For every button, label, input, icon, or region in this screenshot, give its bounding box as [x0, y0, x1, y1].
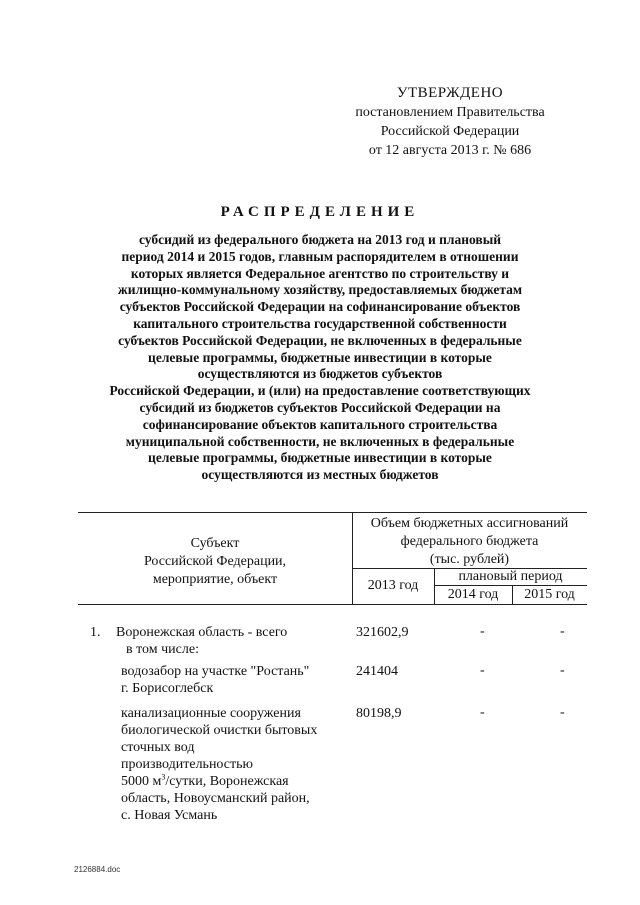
approval-line-2: Российской Федерации: [380, 124, 520, 139]
value-2013: 321602,9: [356, 625, 409, 640]
capacity-value: 5000 м: [121, 774, 162, 789]
footer-filename: 2126884.doc: [74, 865, 121, 874]
table-row-name: [121, 663, 357, 697]
document-heading: РАСПРЕДЕЛЕНИЕ: [220, 204, 420, 220]
column-header-budget-line: федерального бюджета: [400, 534, 539, 549]
value-2015: -: [560, 663, 565, 678]
description-line: муниципальной собственности, не включенных в федеральные: [125, 433, 515, 449]
row-name-line: сточных вод: [121, 740, 195, 755]
description-line: которых является Федеральное агентство по строительству и: [130, 265, 510, 281]
row-number: 1.: [90, 625, 101, 640]
capacity-unit: /сутки, Воронежская: [165, 774, 289, 789]
value-2015: -: [560, 705, 565, 720]
value-2015: -: [560, 624, 565, 639]
column-header-subject-line: Субъект: [190, 536, 240, 551]
column-header-2013: 2013 год: [367, 578, 419, 593]
column-header-planning-period: плановый период: [458, 569, 563, 584]
table-top-rule: [78, 512, 587, 513]
column-header-budget-line: Объем бюджетных ассигнований: [370, 516, 569, 531]
row-name-line: Воронежская область - всего: [116, 625, 288, 640]
column-header-subject-line: Российской Федерации,: [143, 554, 287, 569]
column-header-budget: [352, 515, 587, 569]
description-line: период 2014 и 2015 годов, главным распорядителем в отношении: [121, 248, 519, 264]
value-2013: 241404: [356, 664, 398, 679]
description-line: целевые программы, бюджетные инвестиции в которые: [148, 450, 492, 466]
row-name-line: область, Новоусманский район,: [121, 791, 310, 806]
description-line: субсидий из федерального бюджета на 2013 год и плановый: [138, 232, 502, 247]
value-2013: 80198,9: [356, 706, 402, 721]
value-2014: -: [480, 624, 485, 639]
column-header-subject: [80, 535, 350, 589]
row-name-line: в том числе:: [126, 642, 199, 657]
approval-block: [330, 84, 570, 160]
value-2014: -: [480, 663, 485, 678]
column-header-budget-line: (тыс. рублей): [429, 552, 510, 567]
row-name-line: биологической очистки бытовых: [121, 723, 318, 738]
capacity-superscript: 3: [161, 772, 166, 782]
approval-title: УТВЕРЖДЕНО: [396, 85, 504, 101]
column-header-2015: 2015 год: [524, 587, 575, 602]
description-line: целевые программы, бюджетные инвестиции в которые: [148, 349, 492, 365]
row-name-line: г. Борисоглебск: [121, 681, 214, 696]
row-name-capacity-line: [121, 773, 357, 790]
column-header-subject-line: мероприятие, объект: [152, 572, 278, 587]
approval-line-1: постановлением Правительства: [355, 105, 545, 120]
column-header-2014: 2014 год: [447, 587, 499, 602]
description-line: капитального строительства государственной собственности: [133, 315, 507, 331]
description-line: осуществляются из бюджетов субъектов: [197, 366, 443, 382]
description-line: субъектов Российской Федерации на софинансирование объектов: [119, 299, 521, 315]
row-name-line: производительностью: [121, 757, 253, 772]
row-name-line: канализационные сооружения: [121, 706, 301, 721]
row-name-line: с. Новая Усмань: [121, 808, 218, 823]
table-row-name: [121, 705, 357, 824]
table-row-name: [116, 624, 352, 658]
description-line: софинансирование объектов капитального строительства: [142, 416, 498, 432]
value-2014: -: [480, 705, 485, 720]
description-line: Российской Федерации, и (или) на предоставление соответствующих: [109, 383, 531, 399]
description-line: жилищно-коммунальному хозяйству, предоставляемых бюджетам: [117, 282, 523, 298]
description-line: субсидий из бюджетов субъектов Российской Федерации на: [139, 399, 501, 415]
description-line: осуществляются из местных бюджетов: [201, 467, 439, 483]
table-header-rule: [78, 604, 587, 605]
description-line: субъектов Российской Федерации, не включенных в федеральные: [118, 332, 522, 348]
approval-line-3: от 12 августа 2013 г. № 686: [368, 143, 532, 158]
document-description: [60, 232, 580, 484]
row-name-line: водозабор на участке "Ростань": [121, 664, 310, 679]
